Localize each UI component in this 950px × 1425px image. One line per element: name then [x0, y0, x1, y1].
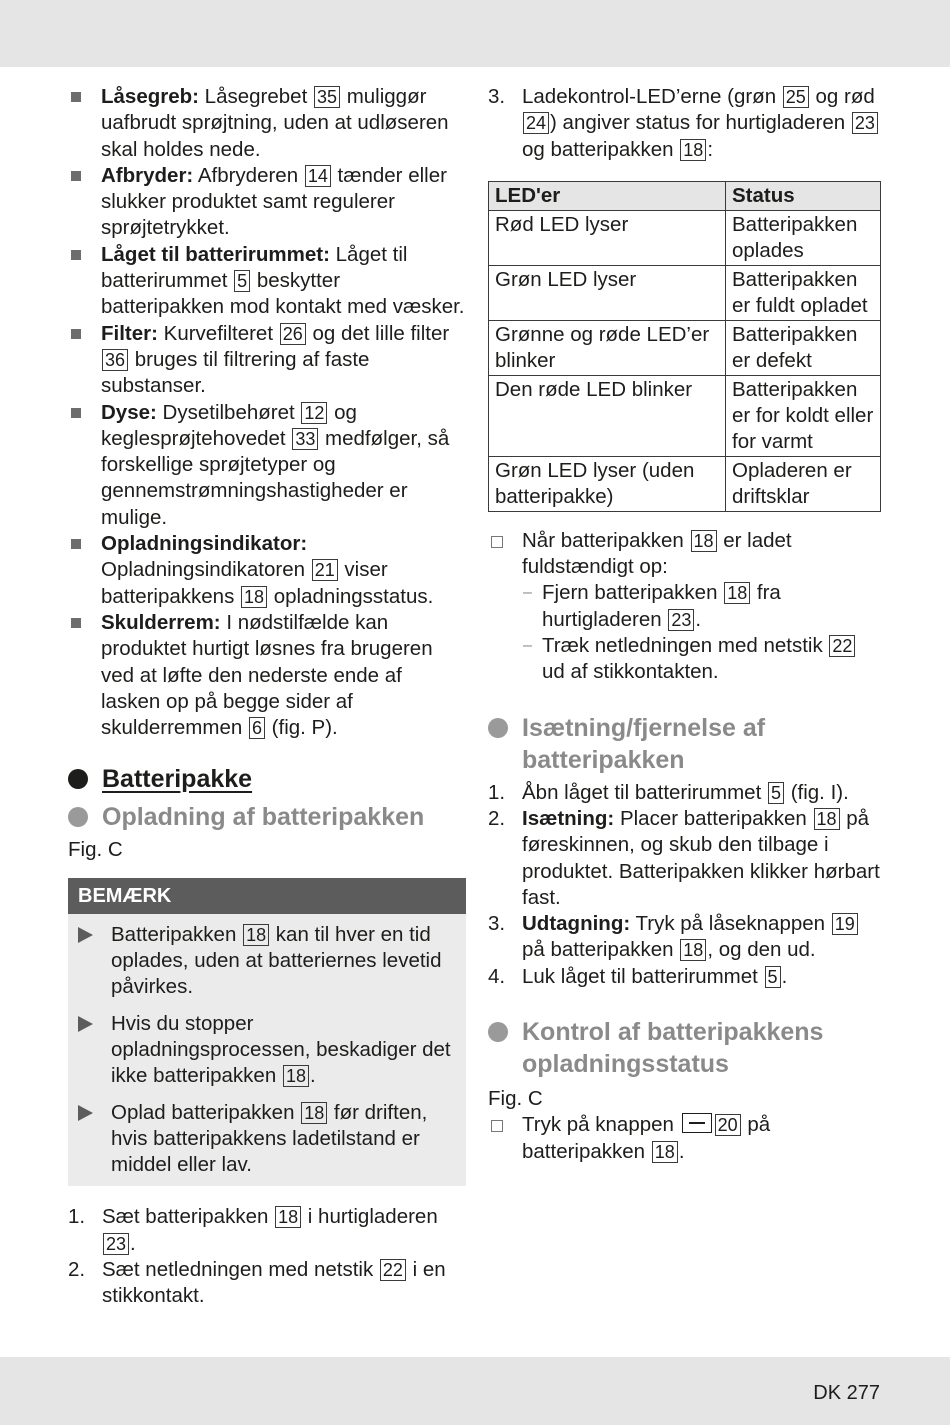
bullet-dot-icon — [488, 718, 508, 738]
ref-number: 18 — [691, 530, 717, 552]
table-row — [489, 375, 881, 456]
text-run: 2. — [68, 1257, 86, 1281]
battery-button-icon — [682, 1113, 712, 1133]
text-run: Udtagning: — [522, 912, 631, 936]
table-row — [489, 320, 881, 375]
bullet-dot-icon — [68, 769, 88, 789]
left-column — [68, 84, 466, 1310]
text-run: fra hurtigladeren — [542, 581, 781, 631]
list-item — [68, 163, 466, 242]
text-run: . — [678, 1139, 685, 1163]
numbered-step — [68, 1257, 466, 1310]
text-run: og rød — [809, 85, 875, 108]
text-run: på føreskinnen, og skub den tilbage i produktet. Batteripakken klikker hørbart fast. — [522, 806, 880, 909]
list-item — [68, 531, 466, 610]
subsection-heading — [488, 712, 884, 776]
text-run: Låget til batterirummet: — [101, 242, 330, 266]
subsection-heading — [68, 801, 466, 833]
checkbox-item — [488, 528, 884, 581]
text-run: 1. — [68, 1205, 86, 1229]
table-header-row — [489, 181, 881, 210]
ref-number: 33 — [292, 428, 318, 450]
ref-number: 14 — [305, 165, 331, 187]
text-run: Sæt batteripakken — [102, 1205, 275, 1229]
text-run: Batteripakken — [111, 922, 243, 946]
numbered-step — [488, 84, 884, 163]
ref-number: 12 — [301, 402, 327, 424]
text-run: Tryk på låseknappen — [630, 912, 831, 936]
table-row — [489, 265, 881, 320]
ref-number: 18 — [283, 1065, 309, 1087]
text-run: er ladet fuldstændigt op: — [522, 528, 792, 579]
numbered-step — [68, 1204, 466, 1257]
page-footer-bar — [0, 1357, 950, 1425]
text-run: ) angiver status for hurtigladeren — [550, 111, 851, 135]
table-header: Status — [726, 181, 881, 210]
ref-number: 5 — [765, 966, 781, 988]
ref-number: 21 — [312, 559, 338, 581]
text-run: Låsegrebet — [198, 85, 313, 108]
text-run: Sæt netledningen med netstik — [102, 1257, 379, 1281]
table-cell: Batteripakken er defekt — [726, 320, 881, 375]
table-cell: Opladeren er driftsklar — [726, 456, 881, 511]
ref-number: 23 — [852, 112, 878, 134]
text-run: bruges til filtrering af faste substanser. — [101, 347, 370, 398]
text-run: . — [781, 964, 788, 988]
text-run: Åbn låget til batterirummet — [522, 780, 767, 804]
text-run: (fig. P). — [265, 716, 338, 740]
arrow-right-icon — [78, 1016, 93, 1032]
table-row — [489, 210, 881, 265]
text-run: Isætning: — [522, 806, 615, 830]
text-run: Opladningsindikatoren — [101, 558, 311, 582]
text-run: Dyse: — [101, 400, 157, 424]
text-run: (fig. I). — [785, 780, 849, 804]
text-run: Låget til batterirummet — [101, 242, 408, 293]
ref-number: 18 — [680, 139, 706, 161]
text-run: Hvis du stopper opladningsprocessen, beskadiger det ikke batteripakken — [111, 1011, 451, 1088]
numbered-step — [488, 964, 884, 990]
text-run: og keglesprøjtehovedet — [101, 400, 357, 450]
text-run: på batteripakken — [522, 1113, 771, 1163]
text-run: Ladekontrol-LED’erne (grøn — [522, 85, 782, 108]
ref-number: 18 — [241, 586, 267, 608]
text-run: Låsegreb: — [101, 85, 199, 108]
text-run: 3. — [488, 85, 506, 108]
page-number: DK 277 — [813, 1382, 880, 1404]
text-run: medfølger, så forskellige sprøjtetyper og gennemstrømningshastigheder er mulige. — [101, 426, 450, 529]
dash-item — [488, 633, 884, 686]
text-run: Fjern batteripakken — [542, 581, 724, 605]
checkbox-item — [488, 1112, 884, 1165]
text-run: Træk netledningen med netstik — [542, 634, 829, 658]
text-run: 1. — [488, 780, 506, 804]
led-status-table — [488, 181, 881, 512]
text-run: : — [707, 137, 714, 161]
text-run: Når batteripakken — [522, 528, 690, 552]
note-box — [68, 878, 466, 1187]
text-run: . — [695, 607, 702, 631]
text-run: beskytter batteripakken mod kontakt med væsker. — [101, 269, 465, 319]
ref-number: 20 — [715, 1114, 741, 1136]
ref-number: 35 — [314, 86, 340, 108]
ref-number: 23 — [103, 1233, 129, 1255]
text-run: Dysetilbehøret — [156, 400, 301, 424]
note-item — [78, 1011, 456, 1090]
right-column — [488, 84, 884, 1165]
text-run: viser batteripakkens — [101, 558, 388, 608]
note-title: BEMÆRK — [68, 878, 466, 914]
table-cell: Grøn LED lyser (uden batteripakke) — [489, 456, 726, 511]
list-item — [68, 321, 466, 400]
note-item — [78, 1100, 456, 1179]
table-cell: Grønne og røde LED’er blinker — [489, 320, 726, 375]
text-run: Kurvefilteret — [157, 321, 279, 345]
table-cell: Batteripakken oplades — [726, 210, 881, 265]
list-item — [68, 84, 466, 163]
text-run: tænder eller slukker produktet samt regulerer sprøjtetrykket. — [101, 163, 447, 240]
ref-number: 18 — [243, 924, 269, 946]
ref-number: 18 — [275, 1206, 301, 1228]
text-run: Placer batteripakken — [614, 806, 813, 830]
text-run: Kontrol af batteripakkens opladningsstatus — [522, 1018, 824, 1079]
text-run: . — [309, 1064, 316, 1088]
table-cell: Rød LED lyser — [489, 210, 726, 265]
table-header: LED'er — [489, 181, 726, 210]
bullet-dot-icon — [68, 807, 88, 827]
list-item — [68, 400, 466, 531]
table-cell: Batteripakken er fuldt opladet — [726, 265, 881, 320]
ref-number: 19 — [832, 913, 858, 935]
figure-reference: Fig. C — [68, 838, 123, 862]
section-heading — [68, 763, 466, 795]
page-header-bar — [0, 0, 950, 67]
text-run: . — [130, 1231, 136, 1255]
figure-reference: Fig. C — [488, 1087, 543, 1111]
ref-number: 22 — [829, 635, 855, 657]
table-cell: Den røde LED blinker — [489, 375, 726, 456]
ref-number: 18 — [652, 1141, 678, 1163]
ref-number: 6 — [249, 717, 265, 739]
text-run: Opladning af batteripakken — [102, 803, 425, 832]
table-cell: Batteripakken er for koldt eller for varmt — [726, 375, 881, 456]
ref-number: 22 — [380, 1259, 406, 1281]
text-run: opladningsstatus. — [268, 584, 434, 608]
ref-number: 18 — [301, 1102, 327, 1124]
text-run: Skulderrem: — [101, 610, 221, 634]
text-run: på batteripakken — [522, 938, 680, 962]
text-run: kan til hver en tid oplades, uden at batteriernes levetid påvirkes. — [111, 922, 442, 999]
arrow-right-icon — [78, 1105, 93, 1121]
bullet-dot-icon — [488, 1022, 508, 1042]
ref-number: 5 — [768, 782, 784, 804]
subsection-heading — [488, 1016, 884, 1080]
note-item — [78, 922, 456, 1001]
text-run: ud af stikkontakten. — [542, 660, 719, 684]
text-run: og batteripakken — [522, 137, 680, 161]
ref-number: 18 — [814, 808, 840, 830]
text-run: i hurtigladeren — [302, 1205, 438, 1229]
text-run: i en stikkontakt. — [102, 1257, 446, 1308]
text-run: Isætning/fjernelse af batteripakken — [522, 713, 766, 774]
text-run: , og den ud. — [707, 938, 816, 962]
ref-number: 36 — [102, 349, 128, 371]
ref-number: 18 — [724, 582, 750, 604]
text-run: Luk låget til batterirummet — [522, 964, 764, 988]
text-run: Afbryder: — [101, 163, 194, 187]
ref-number: 24 — [523, 112, 549, 134]
numbered-step — [488, 806, 884, 911]
text-run: 4. — [488, 964, 506, 988]
ref-number: 5 — [234, 270, 250, 292]
text-run: Batteripakke — [102, 765, 253, 794]
text-run: og det lille filter — [306, 321, 450, 345]
text-run: Filter: — [101, 321, 158, 345]
list-item — [68, 610, 466, 741]
dash-item — [488, 580, 884, 633]
ref-number: 18 — [680, 939, 706, 961]
ref-number: 25 — [783, 86, 809, 108]
list-item — [68, 242, 466, 321]
text-run: Tryk på knappen — [522, 1113, 680, 1137]
table-row — [489, 456, 881, 511]
text-run: før driften, hvis batteripakkens ladetilstand er middel eller lav. — [111, 1100, 428, 1177]
text-run: I nødstilfælde kan produktet hurtigt løsnes fra brugeren ved at løfte den nederste ende af lasken op på begge sider af skulderremmen — [101, 610, 433, 740]
table-cell: Grøn LED lyser — [489, 265, 726, 320]
text-run: muliggør uafbrudt sprøjtning, uden at udløseren skal holdes nede. — [101, 85, 449, 161]
text-run: Oplad batteripakken — [111, 1100, 301, 1124]
numbered-step — [488, 911, 884, 964]
text-run: Afbryderen — [193, 163, 304, 187]
text-run: 3. — [488, 912, 506, 936]
text-run: Opladningsindikator: — [101, 532, 308, 556]
arrow-right-icon — [78, 927, 93, 943]
ref-number: 23 — [668, 609, 694, 631]
numbered-step — [488, 780, 884, 806]
text-run: 2. — [488, 806, 506, 830]
ref-number: 26 — [280, 323, 306, 345]
